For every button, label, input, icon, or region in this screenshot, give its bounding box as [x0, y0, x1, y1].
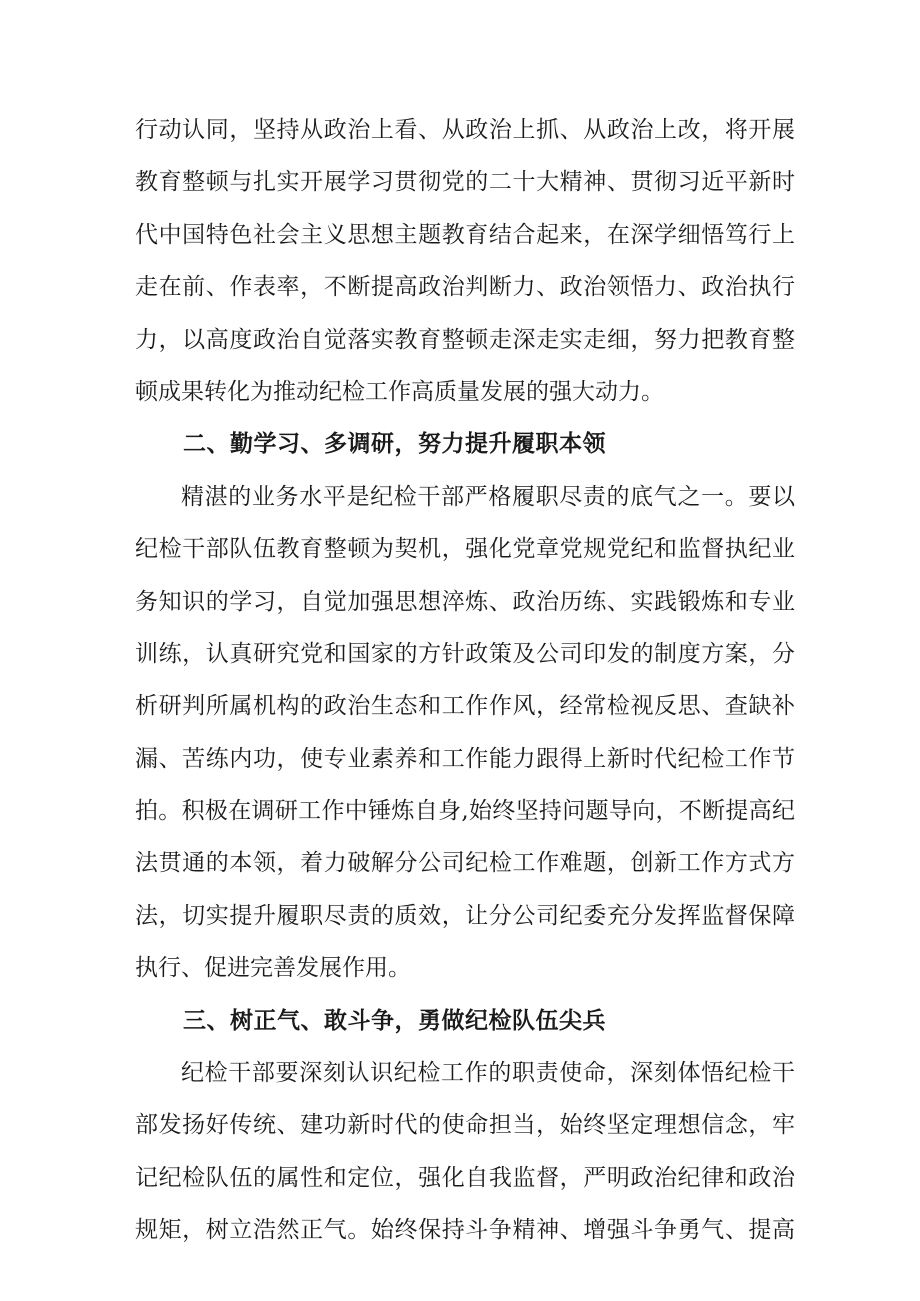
paragraph-line: 教育整顿与扎实开展学习贯彻党的二十大精神、贯彻习近平新时 — [135, 169, 795, 196]
paragraph-line: 规矩，树立浩然正气。始终保持斗争精神、增强斗争勇气、提高 — [135, 1217, 795, 1244]
paragraph-line: 走在前、作表率，不断提高政治判断力、政治领悟力、政治执行 — [135, 274, 795, 301]
paragraph-line: 纪检干部队伍教育整顿为契机，强化党章党规党纪和监督执纪业 — [135, 536, 795, 563]
paragraph-line: 执行、促进完善发展作用。 — [135, 955, 411, 982]
paragraph-line: 记纪检队伍的属性和定位，强化自我监督，严明政治纪律和政治 — [135, 1164, 795, 1191]
section-heading: 二、勤学习、多调研，努力提升履职本领 — [183, 431, 606, 458]
paragraph-line: 顿成果转化为推动纪检工作高质量发展的强大动力。 — [135, 378, 664, 405]
section-heading: 三、树正气、敢斗争，勇做纪检队伍尖兵 — [183, 1007, 606, 1034]
paragraph-line: 拍。积极在调研工作中锤炼自身,始终坚持问题导向，不断提高纪 — [135, 798, 795, 825]
paragraph-line: 行动认同，坚持从政治上看、从政治上抓、从政治上改，将开展 — [135, 117, 795, 143]
paragraph-line: 纪检干部要深刻认识纪检工作的职责使命，深刻体悟纪检干 — [181, 1060, 795, 1087]
paragraph-line: 法，切实提升履职尽责的质效，让分公司纪委充分发挥监督保障 — [135, 902, 795, 929]
paragraph-line: 部发扬好传统、建功新时代的使命担当，始终坚定理想信念，牢 — [135, 1112, 795, 1139]
paragraph-line: 漏、苦练内功，使专业素养和工作能力跟得上新时代纪检工作节 — [135, 745, 795, 772]
paragraph-line: 务知识的学习，自觉加强思想淬炼、政治历练、实践锻炼和专业 — [135, 588, 795, 615]
paragraph-line: 代中国特色社会主义思想主题教育结合起来，在深学细悟笃行上 — [135, 221, 795, 248]
document-body — [135, 104, 795, 1257]
paragraph-line: 法贯通的本领，着力破解分公司纪检工作难题，创新工作方式方 — [135, 850, 795, 877]
paragraph-line: 精湛的业务水平是纪检干部严格履职尽责的底气之一。要以 — [181, 483, 795, 510]
paragraph-line: 力，以高度政治自觉落实教育整顿走深走实走细，努力把教育整 — [135, 326, 795, 353]
paragraph-line: 析研判所属机构的政治生态和工作作风，经常检视反思、查缺补 — [135, 693, 795, 720]
paragraph-line: 训练，认真研究党和国家的方针政策及公司印发的制度方案，分 — [135, 640, 795, 667]
